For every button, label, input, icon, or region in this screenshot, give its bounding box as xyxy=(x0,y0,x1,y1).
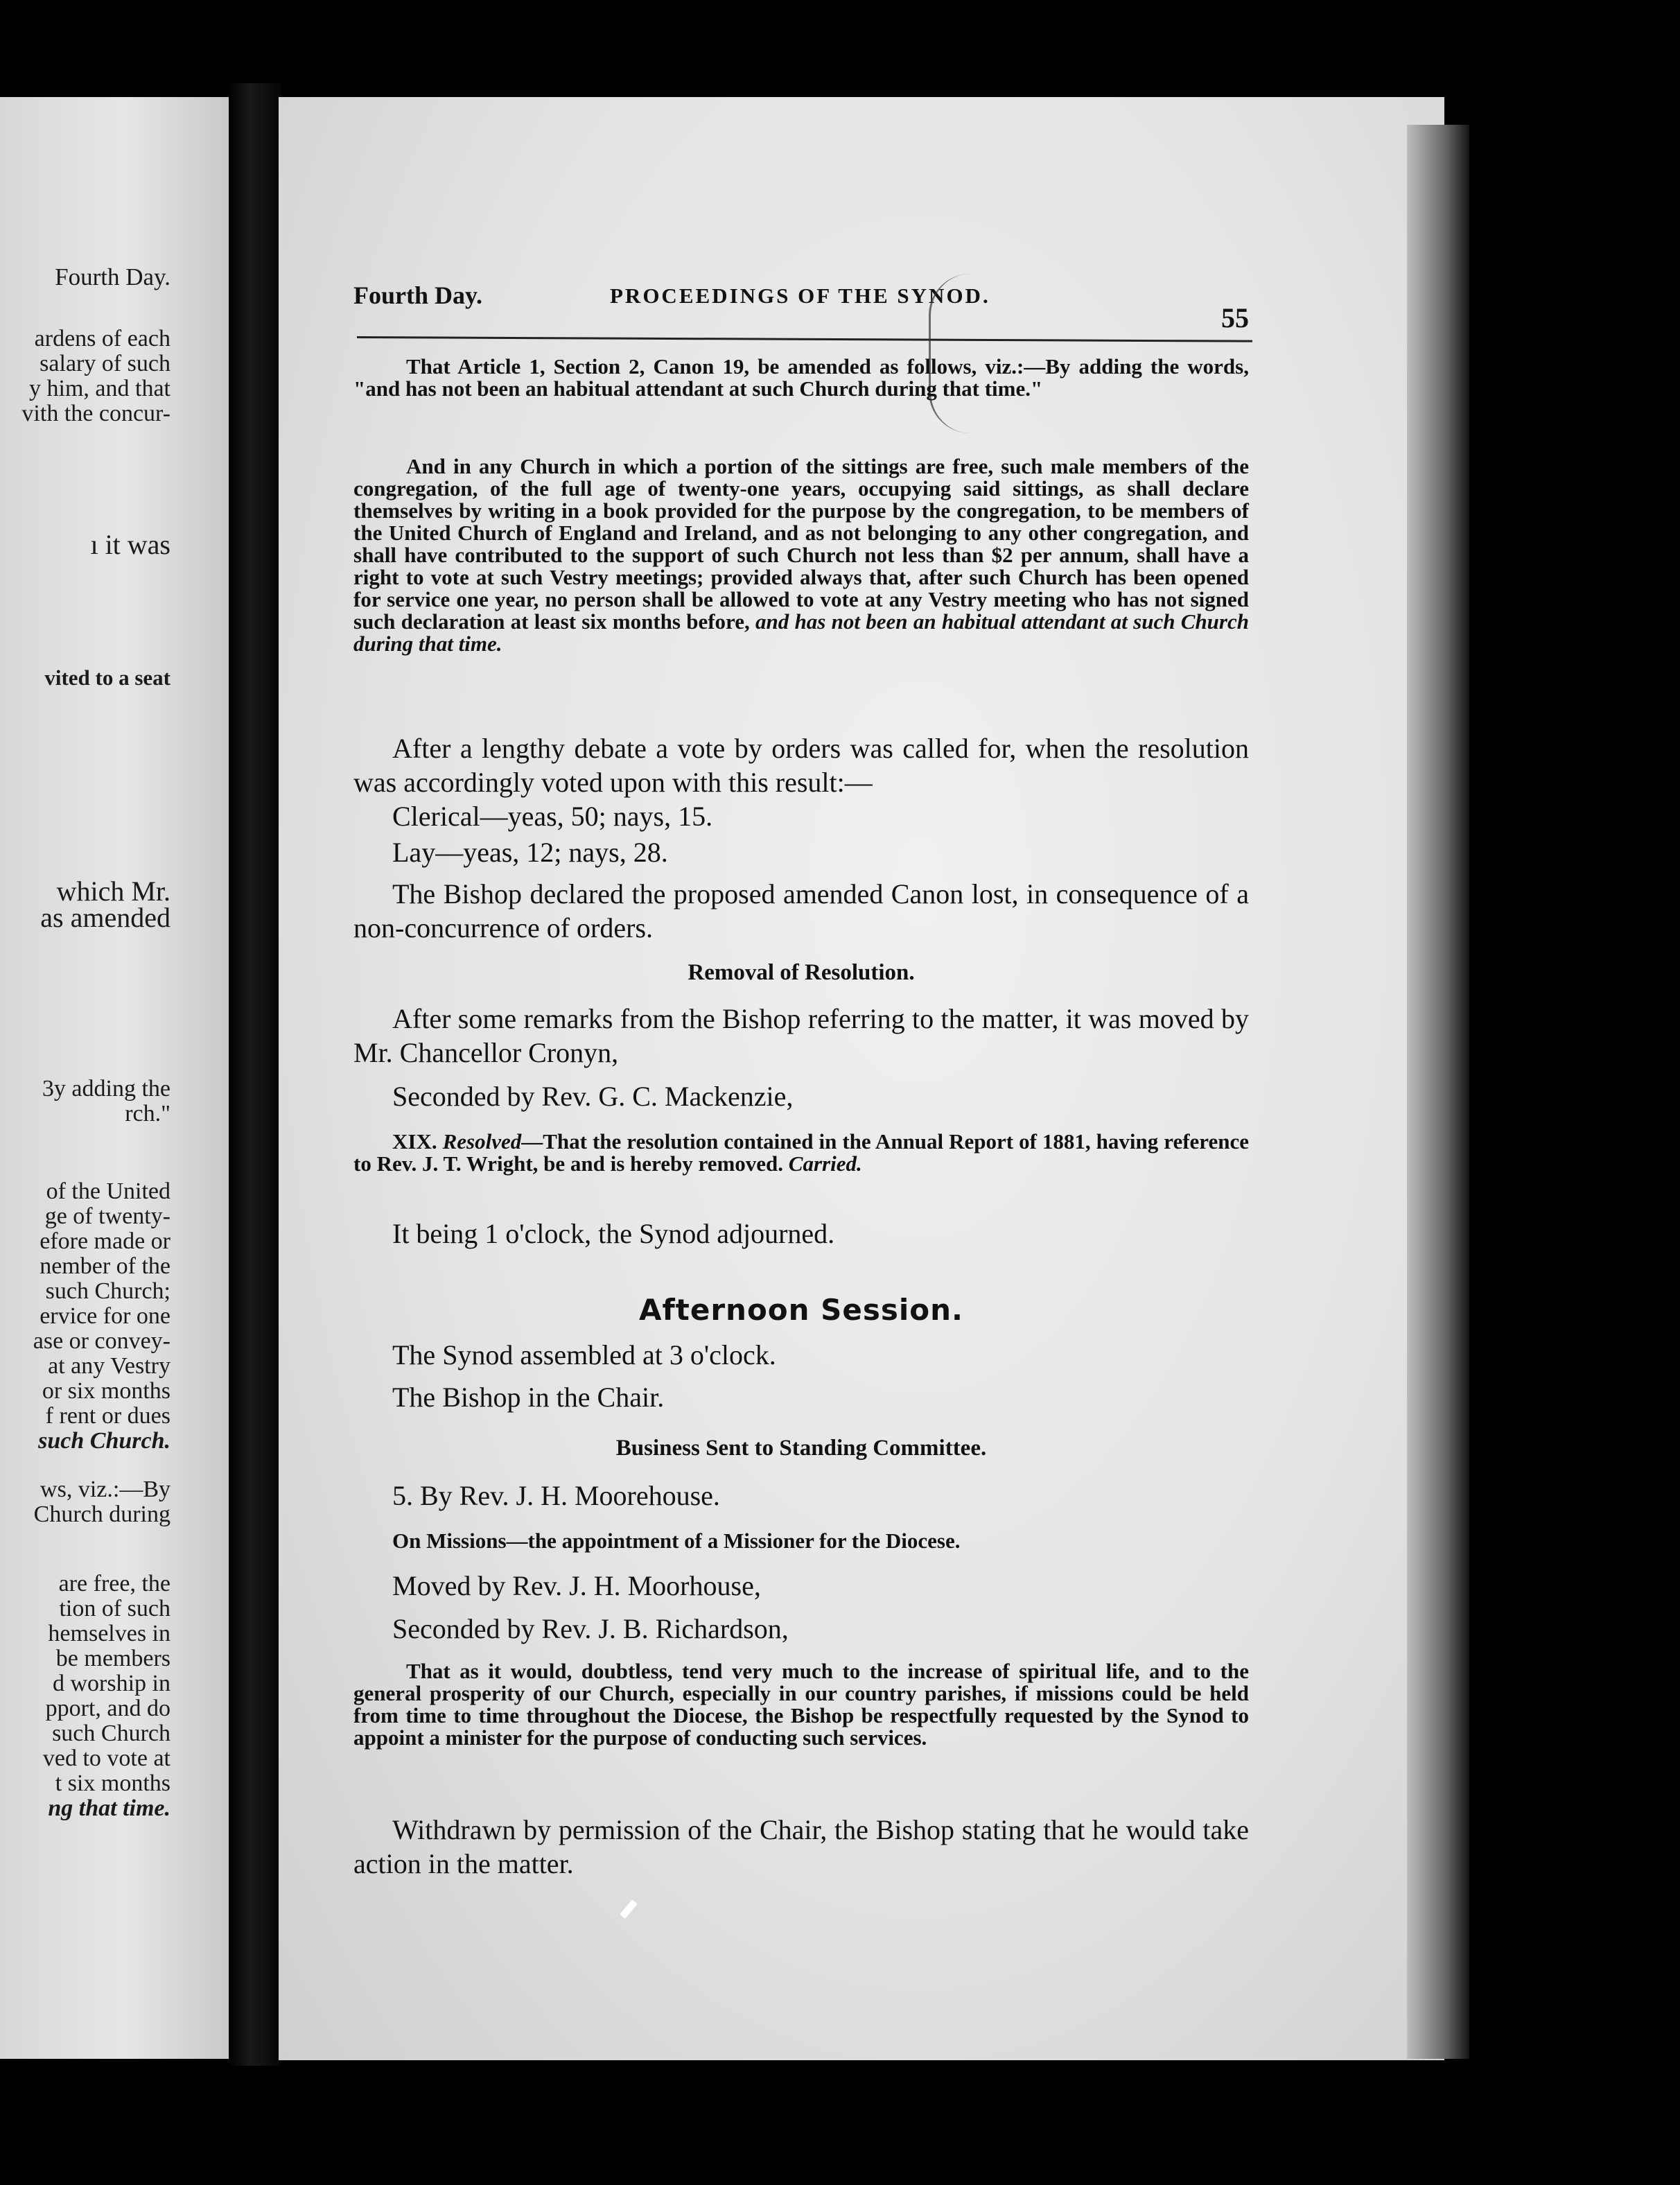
removal-heading xyxy=(353,960,1249,986)
item-5 xyxy=(353,1479,1249,1513)
assembled-line xyxy=(353,1338,1249,1372)
resolution-number: XIX. xyxy=(392,1129,437,1154)
left-page-fragment: f rent or dues xyxy=(45,1403,170,1429)
seconded-mackenzie xyxy=(353,1079,1249,1113)
left-page-fragment: as amended xyxy=(40,902,170,933)
lay-vote xyxy=(353,835,1249,869)
adjourned-line xyxy=(353,1217,1249,1251)
pencil-annotation-mark xyxy=(929,274,972,433)
left-page-fragment: rch." xyxy=(125,1101,170,1126)
running-head-title: PROCEEDINGS OF THE SYNOD. xyxy=(610,284,990,308)
clerical-vote-text: Clerical—yeas, 50; nays, 15. xyxy=(392,801,713,832)
missions-resolution xyxy=(353,1660,1249,1749)
left-page-fragment: ved to vote at xyxy=(42,1746,170,1771)
business-heading-text: Business Sent to Standing Committee. xyxy=(615,1436,987,1461)
removal-heading-text: Removal of Resolution. xyxy=(688,960,915,985)
resolution-xix xyxy=(353,1131,1249,1175)
left-page-fragment: efore made or xyxy=(40,1228,170,1254)
assembled-text: The Synod assembled at 3 o'clock. xyxy=(392,1339,776,1370)
left-page-fragment: vited to a seat xyxy=(44,665,170,690)
left-page-fragment: nember of the xyxy=(40,1253,170,1279)
amendment-text: That Article 1, Section 2, Canon 19, be amended as follows, viz.:—By adding the words, "and has not been an habitual attendant at such Church during that time." xyxy=(353,354,1249,401)
left-page-fragment: tion of such xyxy=(59,1596,170,1621)
resolved-word: Resolved xyxy=(442,1129,522,1154)
business-heading xyxy=(353,1436,1249,1461)
amendment-paragraph xyxy=(353,356,1249,400)
page-number: 55 xyxy=(1221,302,1249,333)
canon-quote-italic: and has not been an habitual attendant at such Church during that time. xyxy=(353,609,1249,656)
left-page-fragment: ı it was xyxy=(90,529,170,560)
left-page-fragment: ervice for one xyxy=(40,1303,170,1329)
book-gutter xyxy=(229,83,281,2066)
running-head xyxy=(353,281,1249,333)
left-page-fragment: ardens of each xyxy=(34,326,170,351)
resolution-body: —That the resolution contained in the Annual Report of 1881, having reference to Rev. J. T. Wright, be and is hereby removed. xyxy=(353,1129,1249,1176)
left-page-fragment: be members xyxy=(55,1646,170,1671)
left-page-fragment: salary of such xyxy=(40,351,170,376)
seconded-mackenzie-text: Seconded by Rev. G. C. Mackenzie, xyxy=(392,1081,794,1112)
moved-moorhouse xyxy=(353,1569,1249,1603)
page-edge-shadow xyxy=(1407,125,1469,2059)
left-page xyxy=(0,97,229,2059)
left-page-fragment: such Church. xyxy=(38,1428,170,1454)
adjourned-text: It being 1 o'clock, the Synod adjourned. xyxy=(392,1218,835,1249)
afternoon-session-heading xyxy=(353,1293,1249,1327)
lay-vote-text: Lay—yeas, 12; nays, 28. xyxy=(392,837,668,868)
left-page-fragment: of the United xyxy=(46,1178,170,1204)
left-page-fragment: 3y adding the xyxy=(42,1076,170,1102)
left-page-fragment: d worship in xyxy=(53,1671,170,1696)
canon-lost-text: The Bishop declared the proposed amended Canon lost, in consequence of a non-concurrence of orders. xyxy=(353,878,1249,943)
running-head-day: Fourth Day. xyxy=(353,281,483,309)
canon-quote-text xyxy=(353,455,1249,655)
resolution-xix-text xyxy=(353,1131,1249,1175)
left-page-fragment: such Church xyxy=(52,1721,170,1746)
left-page-fragment: such Church; xyxy=(45,1278,170,1304)
remarks-text: After some remarks from the Bishop referring to the matter, it was moved by Mr. Chancellor Cronyn, xyxy=(353,1003,1249,1068)
canon-quote-paragraph xyxy=(353,455,1249,655)
carried-word: Carried. xyxy=(788,1151,862,1176)
left-page-fragment: hemselves in xyxy=(48,1621,170,1646)
left-page-fragment: y him, and that xyxy=(29,376,170,401)
left-page-fragment: pport, and do xyxy=(45,1696,170,1721)
left-page-fragment: vith the concur- xyxy=(21,401,170,426)
canon-quote-main: And in any Church in which a portion of the sittings are free, such male members of the congregation, of the full age of twenty-one years, occupying said sittings, as shall declare themselves by writing in a book provided for the purpose by the congregation, to be members of the United Church of England and Ireland, and as not belonging to any other congregation, and shall have contributed to the support of such Church not less than $2 per annum, shall have a right to vote at such Vestry meetings; provided always that, after such Church has been opened for service one year, no person shall be allowed to vote at any Vestry meeting who has not signed such declaration at least six months before, xyxy=(353,454,1249,634)
item-5-text: 5. By Rev. J. H. Moorehouse. xyxy=(392,1480,720,1511)
missions-text: On Missions—the appointment of a Missioner for the Diocese. xyxy=(392,1529,961,1553)
chair-line xyxy=(353,1380,1249,1414)
left-page-fragment: t six months xyxy=(55,1770,170,1796)
clerical-vote xyxy=(353,799,1249,833)
left-page-fragment: or six months xyxy=(42,1378,170,1404)
seconded-richardson xyxy=(353,1612,1249,1646)
moved-text: Moved by Rev. J. H. Moorhouse, xyxy=(392,1570,761,1601)
missions-resolution-text: That as it would, doubtless, tend very much to the increase of spiritual life, and to the general prosperity of our Church, especially in our country parishes, if missions could be held from time to time throughout the Diocese, the Bishop be respectfully requested by the Synod to appoint a minister for the purpose of conducting such services. xyxy=(353,1659,1249,1750)
left-running-head: Fourth Day. xyxy=(55,263,170,290)
missions-line xyxy=(353,1530,1249,1552)
seconded-richardson-text: Seconded by Rev. J. B. Richardson, xyxy=(392,1613,789,1644)
debate-paragraph xyxy=(353,731,1249,799)
left-page-fragment: Church during xyxy=(33,1501,170,1527)
left-page-fragment: ws, viz.:—By xyxy=(40,1477,170,1502)
left-page-fragment: ng that time. xyxy=(48,1795,170,1821)
left-page-fragment: which Mr. xyxy=(56,876,170,907)
withdrawn-text: Withdrawn by permission of the Chair, the Bishop stating that he would take action in the matter. xyxy=(353,1814,1249,1879)
withdrawn-paragraph xyxy=(353,1813,1249,1881)
remarks-paragraph xyxy=(353,1002,1249,1070)
debate-text: After a lengthy debate a vote by orders was called for, when the resolution was accordingly voted upon with this result:— xyxy=(353,733,1249,798)
left-page-fragment: ase or convey- xyxy=(33,1328,170,1354)
chair-text: The Bishop in the Chair. xyxy=(392,1382,665,1413)
left-page-fragment: ge of twenty- xyxy=(44,1203,170,1229)
canon-lost-paragraph xyxy=(353,877,1249,945)
left-page-fragment: are free, the xyxy=(58,1571,170,1596)
left-page-fragment: at any Vestry xyxy=(48,1353,170,1379)
afternoon-session-text: Afternoon Session. xyxy=(638,1293,964,1327)
